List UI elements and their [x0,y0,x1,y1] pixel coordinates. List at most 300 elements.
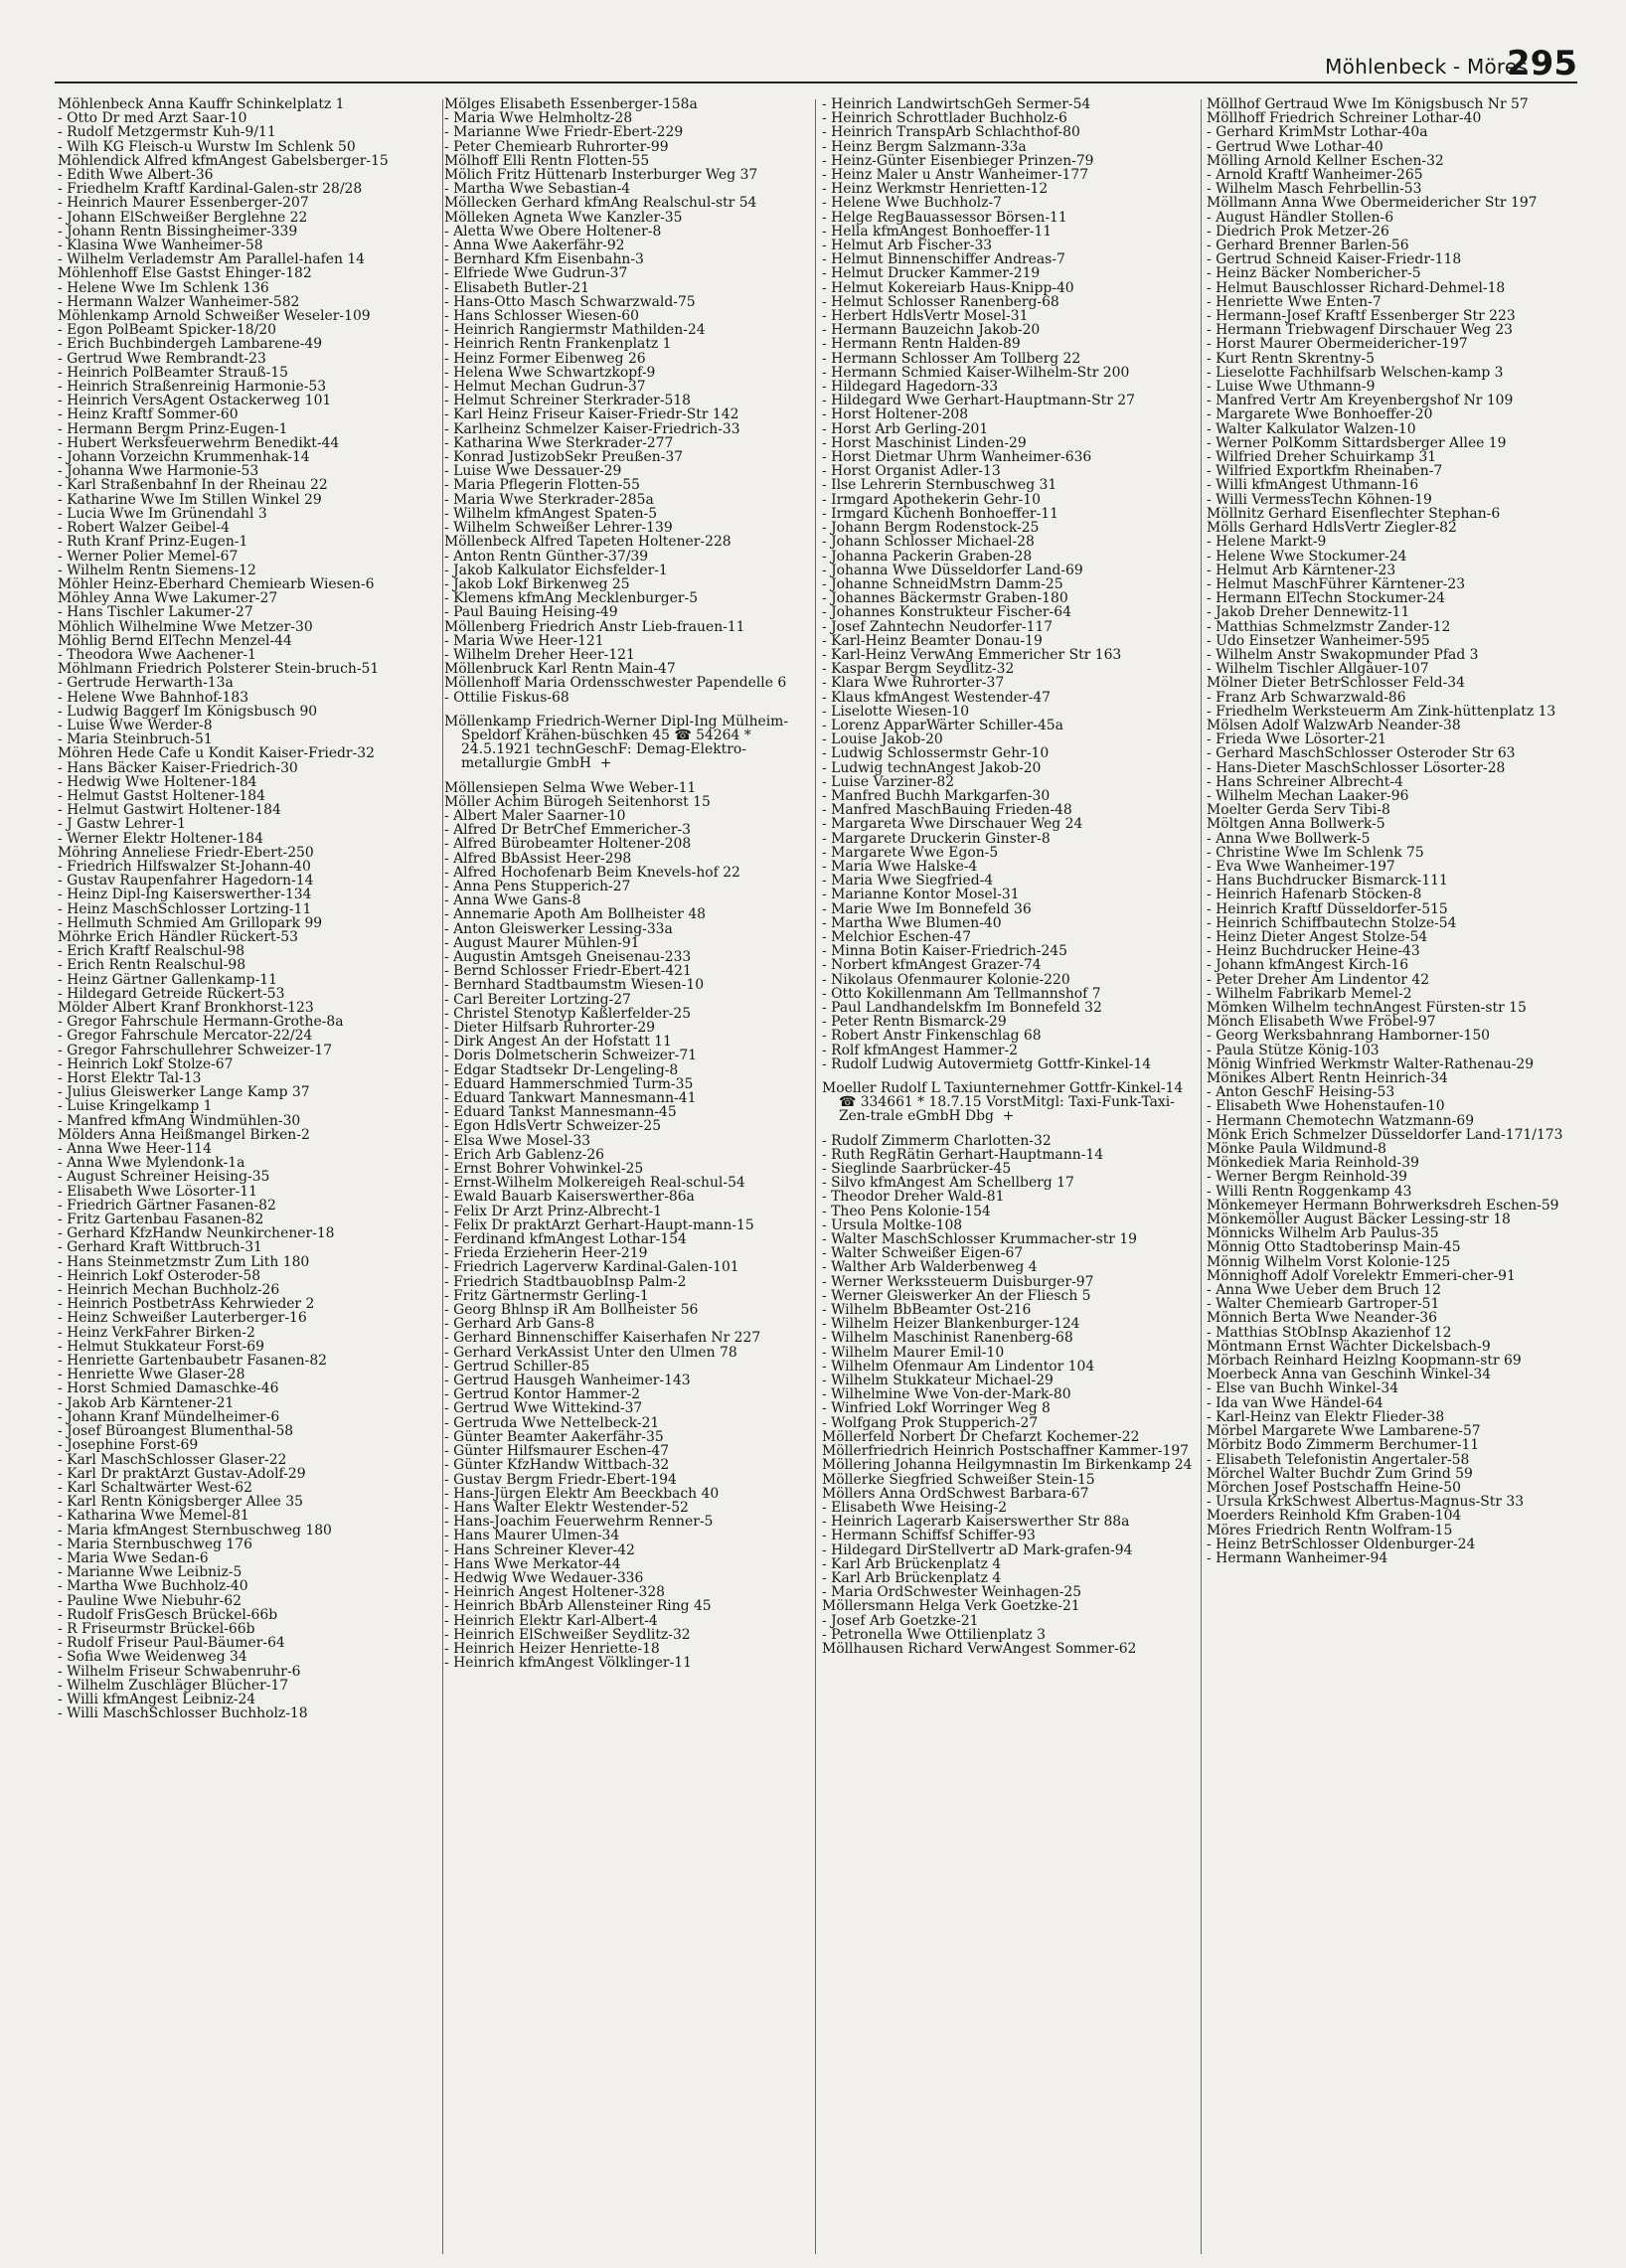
directory-entry: - Helene Wwe Stockumer-24 [1207,548,1407,565]
directory-entry: - Hermann Wanheimer-94 [1207,1549,1388,1566]
directory-entry: - Elsa Wwe Mosel-33 [444,1132,591,1149]
directory-entry: - Gertrud Kontor Hammer-2 [444,1386,640,1403]
directory-entry: - Peter Dreher Am Lindentor 42 [1207,971,1430,988]
directory-entry: - Anna Wwe Mylendonk-1a [58,1155,245,1172]
column-divider [815,99,816,2254]
directory-entry: - Wilhelm Maurer Emil-10 [822,1344,1005,1361]
directory-entry: - Rudolf Metzgermstr Kuh-9/11 [58,124,276,141]
directory-entry: - Wilhelm Anstr Swakopmunder Pfad 3 [1207,646,1479,663]
directory-entry: Mörchen Josef Postschaffn Heine-50 [1207,1479,1461,1496]
directory-entry: - Ursula KrkSchwest Albertus-Magnus-Str 33 [1207,1494,1525,1511]
directory-entry: - Helene Markt-9 [1207,534,1327,551]
directory-entry: - Heinz Maler u Anstr Wanheimer-177 [822,167,1089,184]
directory-entry: - Werner Bergm Reinhold-39 [1207,1169,1407,1186]
directory-entry: - Werner Gleiswerker An der Fliesch 5 [822,1287,1091,1304]
directory-column-2 [444,97,808,2256]
directory-entry: - Helmut Drucker Kammer-219 [822,265,1041,282]
directory-entry: - Friedrich Lagerverw Kardinal-Galen-101 [444,1259,739,1276]
directory-entry: - Johann ElSchweißer Berglehne 22 [58,209,308,226]
directory-entry: - Lorenz ApparWärter Schiller-45a [822,717,1063,733]
directory-entry: - Elisabeth Butler-21 [444,279,590,296]
directory-entry: - Paul Landhandelskfm Im Bonnefeld 32 [822,1000,1102,1016]
directory-entry: - Maria Steinbruch-51 [58,731,213,748]
directory-entry: - Ottilie Fiskus-68 [444,689,569,706]
directory-entry: - Walter Kalkulator Walzen-10 [1207,420,1416,437]
directory-entry: - Erich Arb Gablenz-26 [444,1146,605,1163]
directory-entry: - Maria OrdSchwester Weinhagen-25 [822,1584,1082,1601]
directory-entry: - Heinrich Elektr Karl-Albert-4 [444,1612,658,1629]
directory-entry: - Maria Wwe Siegfried-4 [822,873,994,890]
directory-entry: - Jakob Arb Kärntener-21 [58,1394,235,1411]
directory-entry: - Helmut MaschFührer Kärntener-23 [1207,575,1466,592]
directory-entry: - Ludwig technAngest Jakob-20 [822,759,1042,776]
directory-entry: - Heinrich Lokf Osteroder-58 [58,1267,261,1284]
directory-entry: - Felix Dr praktArzt Gerhart-Haupt-mann-15 [444,1216,754,1233]
directory-entry: - Helmut Schlosser Ranenberg-68 [822,293,1059,310]
directory-entry: Moelter Gerda Serv Tibi-8 [1207,802,1390,819]
directory-column-1 [58,97,435,2256]
directory-entry: - Irmgard Küchenh Bonhoeffer-11 [822,505,1058,522]
directory-entry: Mölsen Adolf WalzwArb Neander-38 [1207,717,1461,733]
directory-entry: - Heinz Kraftf Sommer-60 [58,406,239,423]
directory-entry: - Wilhelm Ofenmaur Am Lindentor 104 [822,1358,1095,1375]
directory-entry: - Luise Varziner-82 [822,773,955,790]
directory-entry: Möhrke Erich Händler Rückert-53 [58,928,298,945]
directory-entry: Mönkediek Maria Reinhold-39 [1207,1155,1419,1172]
directory-entry: - Rolf kfmAngest Hammer-2 [822,1042,1019,1058]
directory-entry: - Dirk Angest An der Hofstatt 11 [444,1034,672,1051]
directory-entry: Möllhoff Friedrich Schreiner Lothar-40 [1207,110,1482,127]
directory-entry: - Gerhard Kraft Wittbruch-31 [58,1239,262,1256]
directory-entry: - Horst Arb Gerling-201 [822,420,989,437]
directory-entry: Möllensiepen Selma Wwe Weber-11 [444,779,697,796]
directory-entry: - Eva Wwe Wanheimer-197 [1207,858,1395,875]
directory-entry: - Christel Stenotyp Kaßlerfelder-25 [444,1005,692,1022]
directory-entry: Moerbeck Anna van Geschinh Winkel-34 [1207,1367,1492,1383]
directory-entry: - Werner Elektr Holtener-184 [58,830,263,847]
directory-entry: - Helmut Schreiner Sterkrader-518 [444,393,692,409]
directory-entry: - Ursula Moltke-108 [822,1216,963,1233]
directory-entry: - Edgar Stadtsekr Dr-Lengeling-8 [444,1061,679,1078]
directory-entry: - Walther Arb Walderbenweg 4 [822,1259,1038,1276]
directory-entry: Möhlenkamp Arnold Schweißer Weseler-109 [58,308,371,325]
directory-entry: - Heinrich Lokf Stolze-67 [58,1055,234,1072]
directory-entry: - Hildegard DirStellvertr aD Mark-grafen-94 [822,1541,1133,1558]
directory-entry: - Felix Dr Arzt Prinz-Albrecht-1 [444,1203,662,1219]
directory-entry: - Gertrude Herwarth-13a [58,675,234,692]
directory-entry: - Karl Arb Brückenplatz 4 [822,1555,1002,1572]
directory-entry: - Frieda Wwe Lösorter-21 [1207,731,1386,748]
directory-entry: - Anna Wwe Ueber dem Bruch 12 [1207,1282,1441,1299]
directory-entry: - Carl Bereiter Lortzing-27 [444,991,631,1008]
directory-entry: - Wilhelm BbBeamter Ost-216 [822,1302,1032,1319]
directory-entry: Möres Friedrich Rentn Wolfram-15 [1207,1522,1453,1539]
directory-entry: - Horst Schmied Damaschke-46 [58,1380,279,1397]
directory-entry: - Karl Rentn Königsberger Allee 35 [58,1494,303,1511]
directory-entry: - Hermann-Josef Kraftf Essenberger Str 223 [1207,308,1516,325]
directory-entry: Mönig Winfried Werkmstr Walter-Rathenau-29 [1207,1055,1535,1072]
directory-entry: - Sofia Wwe Weidenweg 34 [58,1649,247,1666]
directory-entry: Mörchel Walter Buchdr Zum Grind 59 [1207,1465,1473,1482]
directory-entry: - Robert Walzer Geibel-4 [58,520,230,537]
directory-entry: - Hans-Otto Masch Schwarzwald-75 [444,293,696,310]
directory-entry: - Klara Wwe Ruhrorter-37 [822,675,1005,692]
directory-entry: Mönke Paula Wildmund-8 [1207,1141,1386,1158]
directory-entry: - Konrad JustizobSekr Preußen-37 [444,449,684,466]
directory-entry: - Wilhelm kfmAngest Spaten-5 [444,505,658,522]
directory-entry: - Elisabeth Wwe Lösorter-11 [58,1183,257,1200]
directory-entry: - Otto Dr med Arzt Saar-10 [58,110,247,127]
directory-entry: - Katharine Wwe Im Stillen Winkel 29 [58,491,322,508]
directory-entry: Mönk Erich Schmelzer Düsseldorfer Land-171/173 [1207,1126,1563,1143]
directory-entry: - Hella kfmAngest Bonhoeffer-11 [822,223,1053,240]
directory-entry: - R Friseurmstr Brückel-66b [58,1620,255,1637]
directory-entry: - Melchior Eschen-47 [822,928,972,945]
directory-entry: Möhlendick Alfred kfmAngest Gabelsberger-15 [58,152,389,169]
directory-entry: - Manfred Buchh Markgarfen-30 [822,787,1051,804]
directory-entry: Möllers Anna OrdSchwest Barbara-67 [822,1485,1089,1502]
directory-entry: - August Maurer Mühlen-91 [444,934,640,951]
directory-entry: - Fritz Gärtnermstr Gerling-1 [444,1287,649,1304]
directory-entry: - Heinz Bergm Salzmann-33a [822,138,1027,155]
directory-entry: - Heinz MaschSchlosser Lortzing-11 [58,900,312,917]
directory-entry: - Helmut Bauschlosser Richard-Dehmel-18 [1207,279,1506,296]
directory-entry: - Friedrich Hilfswalzer St-Johann-40 [58,858,311,875]
directory-entry: - Erich Buchbindergeh Lambarene-49 [58,336,323,353]
directory-entry: - Johann kfmAngest Kirch-16 [1207,957,1409,974]
directory-entry: - Helmut Mechan Gudrun-37 [444,379,646,396]
directory-entry: - Elisabeth Wwe Hohenstaufen-10 [1207,1098,1445,1115]
directory-entry: - Jakob Lokf Birkenweg 25 [444,575,630,592]
directory-entry: - Karl Schaltwärter West-62 [58,1479,252,1496]
directory-entry: Möllerke Siegfried Schweißer Stein-15 [822,1471,1095,1488]
directory-entry: - Wilhelm Friseur Schwabenruhr-6 [58,1663,301,1680]
directory-entry: - Hedwig Wwe Wedauer-336 [444,1569,644,1586]
directory-entry: - Hans Walter Elektr Westender-52 [444,1499,689,1516]
directory-entry: - Kurt Rentn Skrentny-5 [1207,350,1375,367]
directory-entry: - Horst Organist Adler-13 [822,463,1001,480]
directory-entry: - Helmut Arb Fischer-33 [822,238,993,254]
directory-entry: - Alfred Bürobeamter Holtener-208 [444,836,692,853]
directory-entry: - Luise Wwe Dessauer-29 [444,463,622,480]
running-head: Möhlenbeck - Möres [1325,55,1528,79]
directory-entry: - Rudolf Friseur Paul-Bäumer-64 [58,1635,285,1652]
directory-entry: - Alfred BbAssist Heer-298 [444,850,632,867]
directory-entry: - Gregor Fahrschule Hermann-Grothe-8a [58,1014,344,1031]
directory-entry: - Heinrich ElSchweißer Seydlitz-32 [444,1626,691,1643]
directory-entry: - Wilhelm Dreher Heer-121 [444,646,635,663]
directory-entry: - J Gastw Lehrer-1 [58,816,186,833]
directory-entry: - Louise Jakob-20 [822,731,943,748]
directory-entry: - Anna Wwe Bollwerk-5 [1207,830,1371,847]
directory-entry: - Helene Wwe Im Schlenk 136 [58,279,269,296]
directory-entry: - Eduard Tankst Mannesmann-45 [444,1104,677,1121]
directory-entry: - Theodor Dreher Wald-81 [822,1189,1005,1206]
directory-entry: - Gustav Raupenfahrer Hagedorn-14 [58,873,314,890]
directory-entry: - Paula Stütze König-103 [1207,1042,1380,1058]
directory-entry: - Heinrich Straßenreinig Harmonie-53 [58,379,327,396]
directory-entry: - Ruth RegRätin Gerhart-Hauptmann-14 [822,1146,1104,1163]
directory-entry: - Heinrich Mechan Buchholz-26 [58,1282,280,1299]
directory-entry: - Gregor Fahrschule Mercator-22/24 [58,1028,313,1045]
directory-entry: - Maria Wwe Sterkrader-285a [444,491,654,508]
directory-entry: - Katharina Wwe Sterkrader-277 [444,434,674,451]
directory-entry: - Gertrud Schneid Kaiser-Friedr-118 [1207,251,1462,268]
directory-entry: - Heinrich Schiffbautechn Stolze-54 [1207,914,1457,931]
directory-entry: - August Händler Stollen-6 [1207,209,1394,226]
directory-entry: - Wilfried Dreher Schuirkamp 31 [1207,449,1437,466]
directory-entry: - Gertrud Wwe Wittekind-37 [444,1400,643,1417]
directory-entry: Möllerfeld Norbert Dr Chefarzt Kochemer-22 [822,1428,1140,1445]
directory-entry: - Hans Schlosser Wiesen-60 [444,308,639,325]
directory-entry: - Marianne Wwe Leibniz-5 [58,1564,243,1581]
directory-entry: - Heinrich PolBeamter Strauß-15 [58,364,288,381]
directory-entry: - Franz Arb Schwarzwald-86 [1207,689,1406,706]
directory-entry: - Elisabeth Wwe Heising-2 [822,1499,1008,1516]
directory-entry: - Günter Hilfsmaurer Eschen-47 [444,1443,670,1460]
directory-entry: - Heinrich Lagerarb Kaiserswerther Str 88a [822,1514,1130,1531]
directory-entry: - Karlheinz Schmelzer Kaiser-Friedrich-33 [444,420,740,437]
directory-entry: - Katharina Wwe Memel-81 [58,1508,249,1525]
directory-entry: Mölls Gerhard HdlsVertr Ziegler-82 [1207,520,1457,537]
directory-entry: - Alfred Dr BetrChef Emmericher-3 [444,822,691,839]
directory-entry: - Klasina Wwe Wanheimer-58 [58,238,263,254]
directory-entry: - Helene Wwe Buchholz-7 [822,195,1002,212]
directory-entry: - Johannes Bäckermstr Graben-180 [822,590,1068,607]
directory-entry: - Heinz VerkFahrer Birken-2 [58,1324,255,1341]
directory-entry: - Anna Wwe Aakerfähr-92 [444,238,625,254]
directory-entry: Möhren Hede Cafe u Kondit Kaiser-Friedr-32 [58,745,375,762]
directory-entry: - Hellmuth Schmied Am Grillopark 99 [58,914,323,931]
directory-entry: - Johann Bergm Rodenstock-25 [822,520,1040,537]
directory-entry: - Johann Vorzeichn Krummenhak-14 [58,449,310,466]
directory-entry: - Alfred Hochofenarb Beim Knevels-hof 22 [444,864,740,881]
directory-entry: - Werner PolKomm Sittardsberger Allee 19 [1207,434,1507,451]
directory-entry: Mörbitz Bodo Zimmerm Berchumer-11 [1207,1437,1480,1454]
directory-entry: - Hermann Schlosser Am Tollberg 22 [822,350,1081,367]
directory-entry: Möhring Anneliese Friedr-Ebert-250 [58,844,314,861]
directory-entry: - Anna Pens Stupperich-27 [444,878,631,894]
directory-entry: - Wilhelm Mechan Laaker-96 [1207,787,1409,804]
directory-entry: - Gertrud Hausgeh Wanheimer-143 [444,1373,691,1389]
directory-entry: - Anton Rentn Günther-37/39 [444,548,649,565]
directory-entry: - Hedwig Wwe Holtener-184 [58,773,257,790]
directory-entry: - Josef Büroangest Blumenthal-58 [58,1423,294,1440]
directory-entry: - Gerhard MaschSchlosser Osteroder Str 63 [1207,745,1516,762]
directory-entry: - Margareta Wwe Dirschauer Weg 24 [822,816,1083,833]
directory-entry: - Heinrich kfmAngest Völklinger-11 [444,1655,692,1672]
directory-entry: Möllmann Anna Wwe Obermeidericher Str 197 [1207,195,1538,212]
directory-entry: - Heinz Schweißer Lauterberger-16 [58,1310,307,1327]
directory-entry: - Friedhelm Kraftf Kardinal-Galen-str 28/28 [58,181,363,198]
directory-entry: - Theodora Wwe Aachener-1 [58,646,256,663]
directory-entry: - Karl-Heinz van Elektr Flieder-38 [1207,1408,1445,1425]
directory-entry: - Walter Chemiearb Gartroper-51 [1207,1296,1440,1313]
directory-entry: Möhlenbeck Anna Kauffr Schinkelplatz 1 [58,97,345,112]
directory-entry: Möhley Anna Wwe Lakumer-27 [58,590,278,607]
directory-entry: Mölders Anna Heißmangel Birken-2 [58,1126,310,1143]
directory-entry: Möllenberg Friedrich Anstr Lieb-frauen-11 [444,618,745,635]
directory-entry: - Karl MaschSchlosser Glaser-22 [58,1451,287,1468]
directory-entry: - Gerhard VerkAssist Unter den Ulmen 78 [444,1344,737,1361]
directory-entry: - Helmut Binnenschiffer Andreas-7 [822,251,1065,268]
directory-entry: - Willi VermessTechn Köhnen-19 [1207,491,1432,508]
directory-entry: - Hans Tischler Lakumer-27 [58,604,253,621]
directory-entry: - Heinrich LandwirtschGeh Sermer-54 [822,97,1091,112]
directory-entry: - Gertruda Wwe Nettelbeck-21 [444,1414,660,1431]
directory-entry: - Petronella Wwe Ottilienplatz 3 [822,1626,1047,1643]
directory-entry: Möllenhoff Maria Ordensschwester Papendelle 6 [444,675,787,692]
directory-entry: - Rudolf Ludwig Autovermietg Gottfr-Kinkel-14 [822,1055,1152,1072]
directory-entry: - Maria Wwe Helmholtz-28 [444,110,633,127]
directory-entry: Möllhausen Richard VerwAngest Sommer-62 [822,1640,1137,1657]
directory-entry: - Anna Wwe Gans-8 [444,892,581,909]
directory-entry: - Annemarie Apoth Am Bollheister 48 [444,906,706,923]
directory-entry: - Georg Werksbahnrang Hamborner-150 [1207,1028,1491,1045]
directory-entry: - Wilhelm Zuschläger Blücher-17 [58,1677,289,1694]
directory-entry: - Ludwig Baggerf Im Königsbusch 90 [58,703,318,720]
directory-entry: - Maria kfmAngest Sternbuschweg 180 [58,1522,332,1539]
directory-entry: - Elisabeth Telefonistin Angertaler-58 [1207,1451,1470,1468]
directory-entry: Möhlich Wilhelmine Wwe Metzer-30 [58,618,313,635]
directory-entry: - Johann Kranf Mündelheimer-6 [58,1408,280,1425]
directory-entry: - Anton Gleiswerker Lessing-33a [444,920,673,937]
directory-entry: - Georg Bhlnsp iR Am Bollheister 56 [444,1302,699,1319]
directory-entry: - Josef Arb Goetzke-21 [822,1612,979,1629]
directory-entry: - Erich Kraftf Realschul-98 [58,943,245,960]
directory-entry: - Heinrich Rentn Frankenplatz 1 [444,336,672,353]
directory-entry: - Heinrich VersAgent Ostackerweg 101 [58,393,332,409]
directory-entry: - August Schreiner Heising-35 [58,1169,270,1186]
directory-entry: - Ruth Kranf Prinz-Eugen-1 [58,534,248,551]
directory-entry: - Werner Polier Memel-67 [58,548,239,565]
directory-entry: - Hans Bäcker Kaiser-Friedrich-30 [58,759,298,776]
directory-entry: - Marie Wwe Im Bonnefeld 36 [822,900,1032,917]
directory-entry: - Hermann Walzer Wanheimer-582 [58,293,300,310]
directory-entry: - Margarete Wwe Egon-5 [822,844,999,861]
directory-entry: Möltgen Anna Bollwerk-5 [1207,816,1385,833]
directory-entry: - Hermann Rentn Halden-89 [822,336,1021,353]
directory-entry: - Wilh KG Fleisch-u Wurstw Im Schlenk 50 [58,138,356,155]
directory-entry: - Willi Rentn Roggenkamp 43 [1207,1183,1412,1200]
directory-entry: - Horst Maurer Obermeidericher-197 [1207,336,1468,353]
directory-entry: - Otto Kokillenmann Am Tellmannshof 7 [822,985,1101,1002]
directory-entry: - Paul Bauing Heising-49 [444,604,618,621]
directory-entry: Mönch Elisabeth Wwe Fröbel-97 [1207,1014,1436,1031]
directory-entry: - Egon PolBeamt Spicker-18/20 [58,322,276,339]
directory-entry: - Gustav Bergm Friedr-Ebert-194 [444,1471,677,1488]
directory-entry: - Hans Schreiner Albrecht-4 [1207,773,1403,790]
directory-entry: - Walter MaschSchlosser Krummacher-str 19 [822,1231,1138,1248]
directory-entry: - Hans-Jürgen Elektr Am Beeckbach 40 [444,1485,720,1502]
directory-entry: - Aletta Wwe Obere Holtener-8 [444,223,662,240]
directory-entry: - Heinz Dipl-Ing Kaiserswerther-134 [58,887,312,903]
directory-entry: Mönnighoff Adolf Vorelektr Emmeri-cher-91 [1207,1267,1516,1284]
directory-entry: Mörbel Margarete Wwe Lambarene-57 [1207,1423,1481,1440]
directory-entry: - Johanna Wwe Harmonie-53 [58,463,259,480]
directory-entry: - Heinz Dieter Angest Stolze-54 [1207,928,1428,945]
directory-entry: - Karl Straßenbahnf In der Rheinau 22 [58,477,328,494]
directory-entry: Möllering Johanna Heilgymnastin Im Birkenkamp 24 [822,1457,1193,1474]
directory-entry: Mölges Elisabeth Essenberger-158a [444,97,698,112]
column-divider [1201,99,1202,2254]
directory-entry: - Hermann Triebwagenf Dirschauer Weg 23 [1207,322,1514,339]
directory-entry: - Lieselotte Fachhilfsarb Welschen-kamp 3 [1207,364,1504,381]
directory-entry: - Marianne Kontor Mosel-31 [822,887,1020,903]
directory-entry: - Helene Wwe Bahnhof-183 [58,689,249,706]
directory-entry: - Wolfgang Prok Stupperich-27 [822,1414,1039,1431]
directory-entry: - Gertrud Wwe Lothar-40 [1207,138,1383,155]
directory-entry: - Manfred kfmAng Windmühlen-30 [58,1112,301,1129]
directory-entry: - Karl Arb Brückenplatz 4 [822,1569,1002,1586]
directory-entry: Mölich Fritz Hüttenarb Insterburger Weg 37 [444,167,758,184]
directory-entry: - Horst Maschinist Linden-29 [822,434,1027,451]
directory-entry: - Hermann Bergm Prinz-Eugen-1 [58,420,288,437]
directory-entry: - Heinz Gärtner Gallenkamp-11 [58,971,277,988]
directory-entry: Mölhoff Elli Rentn Flotten-55 [444,152,650,169]
directory-entry: - Bernd Schlosser Friedr-Ebert-421 [444,963,692,980]
directory-entry: - Helmut Kokereiarb Haus-Knipp-40 [822,279,1074,296]
directory-entry: - Peter Chemiearb Ruhrorter-99 [444,138,669,155]
directory-entry: - Klemens kfmAng Mecklenburger-5 [444,590,699,607]
directory-entry: Mörbach Reinhard Heizlng Koopmann-str 69 [1207,1353,1522,1370]
directory-entry: - Gregor Fahrschullehrer Schweizer-17 [58,1042,333,1058]
directory-entry: - Helmut Arb Kärntener-23 [1207,562,1396,578]
directory-entry: - Heinrich Kraftf Düsseldorfer-515 [1207,900,1448,917]
directory-entry: - Josef Zahntechn Neudorfer-117 [822,618,1054,635]
directory-entry: - Manfred Vertr Am Kreyenbergshof Nr 109 [1207,393,1514,409]
directory-entry: - Ilse Lehrerin Sternbuschweg 31 [822,477,1057,494]
directory-entry: - Hildegard Getreide Rückert-53 [58,985,285,1002]
directory-entry: - Günter Beamter Aakerfähr-35 [444,1428,664,1445]
directory-entry: - Wilhelmine Wwe Von-der-Mark-80 [822,1386,1071,1403]
directory-entry: - Margarete Druckerin Ginster-8 [822,830,1051,847]
directory-entry: Mönnig Wilhelm Vorst Kolonie-125 [1207,1253,1451,1270]
directory-entry: - Hans Schreiner Klever-42 [444,1541,635,1558]
directory-column-3 [822,97,1195,2256]
directory-entry: - Martha Wwe Blumen-40 [822,914,1002,931]
directory-entry: - Gerhard Binnenschiffer Kaiserhafen Nr 227 [444,1330,761,1347]
directory-entry: - Hermann Bauzeichn Jakob-20 [822,322,1041,339]
directory-entry: - Johanna Packerin Graben-28 [822,548,1033,565]
directory-entry: - Heinz BetrSchlosser Oldenburger-24 [1207,1536,1476,1552]
directory-entry: - Albert Maler Saarner-10 [444,807,626,824]
directory-entry: - Rudolf FrisGesch Brückel-66b [58,1606,278,1623]
directory-entry: - Jakob Kalkulator Eichsfelder-1 [444,562,668,578]
directory-entry: - Friedrich Gärtner Fasanen-82 [58,1197,276,1214]
directory-entry: - Lucia Wwe Im Grünendahl 3 [58,505,267,522]
directory-entry: Möhlig Bernd ElTechn Menzel-44 [58,632,292,649]
directory-entry: - Maria Pflegerin Flotten-55 [444,477,640,494]
directory-entry: - Wilhelm Verlademstr Am Parallel-hafen 14 [58,251,366,268]
directory-entry: - Egon HdlsVertr Schweizer-25 [444,1118,662,1135]
directory-entry: - Heinrich PostbetrAss Kehrwieder 2 [58,1296,315,1313]
directory-entry: Mölder Albert Kranf Bronkhorst-123 [58,1000,314,1016]
directory-entry: - Dieter Hilfsarb Ruhrorter-29 [444,1020,656,1036]
directory-entry: - Maria Wwe Sedan-6 [58,1549,209,1566]
directory-entry: - Manfred MaschBauing Frieden-48 [822,802,1072,819]
directory-entry: - Heinrich Maurer Essenberger-207 [58,195,309,212]
directory-entry: - Minna Botin Kaiser-Friedrich-245 [822,943,1067,960]
directory-entry: - Heinrich Hafenarb Stöcken-8 [1207,887,1422,903]
directory-entry: - Henriette Wwe Enten-7 [1207,293,1382,310]
directory-entry: - Helge RegBauassessor Börsen-11 [822,209,1067,226]
directory-entry: - Klaus kfmAngest Westender-47 [822,689,1052,706]
column-divider [442,99,443,2254]
directory-entry: - Erich Rentn Realschul-98 [58,957,246,974]
directory-entry: - Hermann Schiffsf Schiffer-93 [822,1528,1036,1544]
directory-entry: - Pauline Wwe Niebuhr-62 [58,1592,242,1609]
